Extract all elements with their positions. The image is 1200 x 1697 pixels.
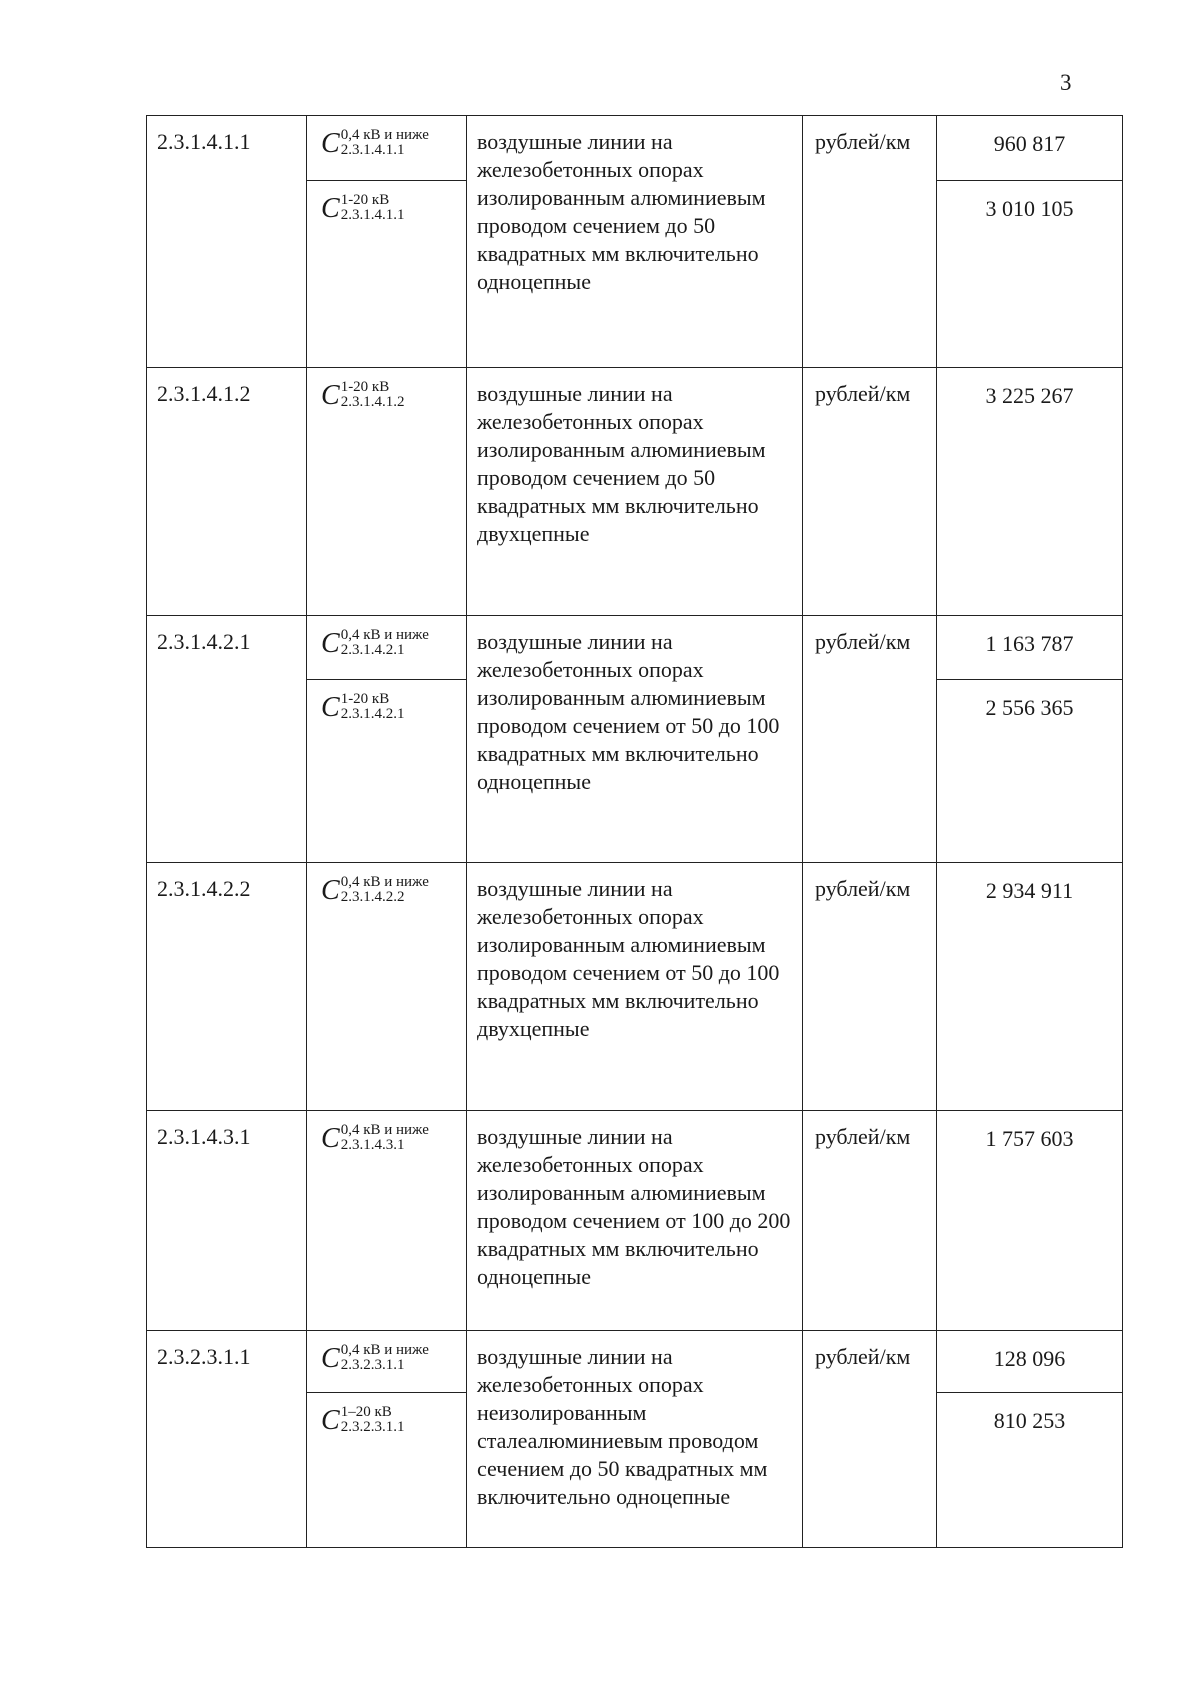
rate-symbol: C 1-20 кВ 2.3.1.4.2.1 — [321, 691, 405, 723]
rate-symbol: C 0,4 кВ и ниже 2.3.1.4.3.1 — [321, 1122, 429, 1154]
row-unit: рублей/км — [803, 1331, 937, 1548]
rate-symbol-cell — [307, 863, 467, 1111]
row-value: 2 556 365 — [937, 680, 1123, 863]
row-description: воздушные линии на железобетонных опорах изолированным алюминиевым проводом сечением от 100 до 200 квадратных мм включительно одноцепные — [467, 1111, 803, 1331]
row-unit: рублей/км — [803, 116, 937, 368]
row-code: 2.3.1.4.1.1 — [147, 116, 307, 368]
rate-symbol-cell — [307, 368, 467, 616]
rate-symbol-cell — [307, 181, 467, 368]
rate-symbol: C 0,4 кВ и ниже 2.3.1.4.2.1 — [321, 627, 429, 659]
table-row — [147, 116, 1123, 181]
row-value: 3 010 105 — [937, 181, 1123, 368]
row-description: воздушные линии на железобетонных опорах изолированным алюминиевым проводом сечением от 50 до 100 квадратных мм включительно одноцепные — [467, 616, 803, 863]
table-row — [147, 1111, 1123, 1331]
rate-symbol: C 1-20 кВ 2.3.1.4.1.2 — [321, 379, 405, 411]
rate-symbol-cell — [307, 116, 467, 181]
row-description: воздушные линии на железобетонных опорах неизолированным сталеалюминиевым проводом сечением до 50 квадратных мм включительно одноцепные — [467, 1331, 803, 1548]
row-unit: рублей/км — [803, 616, 937, 863]
rate-symbol: C 0,4 кВ и ниже 2.3.1.4.2.2 — [321, 874, 429, 906]
rate-symbol: C 1-20 кВ 2.3.1.4.1.1 — [321, 192, 405, 224]
rate-symbol-cell — [307, 1393, 467, 1548]
table-row — [147, 368, 1123, 616]
row-description: воздушные линии на железобетонных опорах изолированным алюминиевым проводом сечением до 50 квадратных мм включительно одноцепные — [467, 116, 803, 368]
row-code: 2.3.1.4.3.1 — [147, 1111, 307, 1331]
row-value: 1 163 787 — [937, 616, 1123, 680]
rate-symbol-cell — [307, 680, 467, 863]
rate-symbol-cell — [307, 616, 467, 680]
row-unit: рублей/км — [803, 863, 937, 1111]
page-number: 3 — [1060, 70, 1072, 95]
rates-table — [146, 115, 1123, 1548]
rate-symbol-cell — [307, 1331, 467, 1393]
row-unit: рублей/км — [803, 368, 937, 616]
rate-symbol: C 0,4 кВ и ниже 2.3.1.4.1.1 — [321, 127, 429, 159]
rate-symbol: C 1–20 кВ 2.3.2.3.1.1 — [321, 1404, 405, 1436]
row-value: 128 096 — [937, 1331, 1123, 1393]
row-value: 2 934 911 — [937, 863, 1123, 1111]
table-row — [147, 1331, 1123, 1393]
rate-symbol: C 0,4 кВ и ниже 2.3.2.3.1.1 — [321, 1342, 429, 1374]
row-code: 2.3.1.4.2.1 — [147, 616, 307, 863]
row-value: 810 253 — [937, 1393, 1123, 1548]
row-description: воздушные линии на железобетонных опорах изолированным алюминиевым проводом сечением от 50 до 100 квадратных мм включительно двухцепные — [467, 863, 803, 1111]
row-code: 2.3.1.4.2.2 — [147, 863, 307, 1111]
row-code: 2.3.2.3.1.1 — [147, 1331, 307, 1548]
rate-symbol-cell — [307, 1111, 467, 1331]
table-row — [147, 863, 1123, 1111]
row-code: 2.3.1.4.1.2 — [147, 368, 307, 616]
row-unit: рублей/км — [803, 1111, 937, 1331]
row-value: 3 225 267 — [937, 368, 1123, 616]
row-value: 1 757 603 — [937, 1111, 1123, 1331]
row-description: воздушные линии на железобетонных опорах изолированным алюминиевым проводом сечением до 50 квадратных мм включительно двухцепные — [467, 368, 803, 616]
table-row — [147, 616, 1123, 680]
row-value: 960 817 — [937, 116, 1123, 181]
